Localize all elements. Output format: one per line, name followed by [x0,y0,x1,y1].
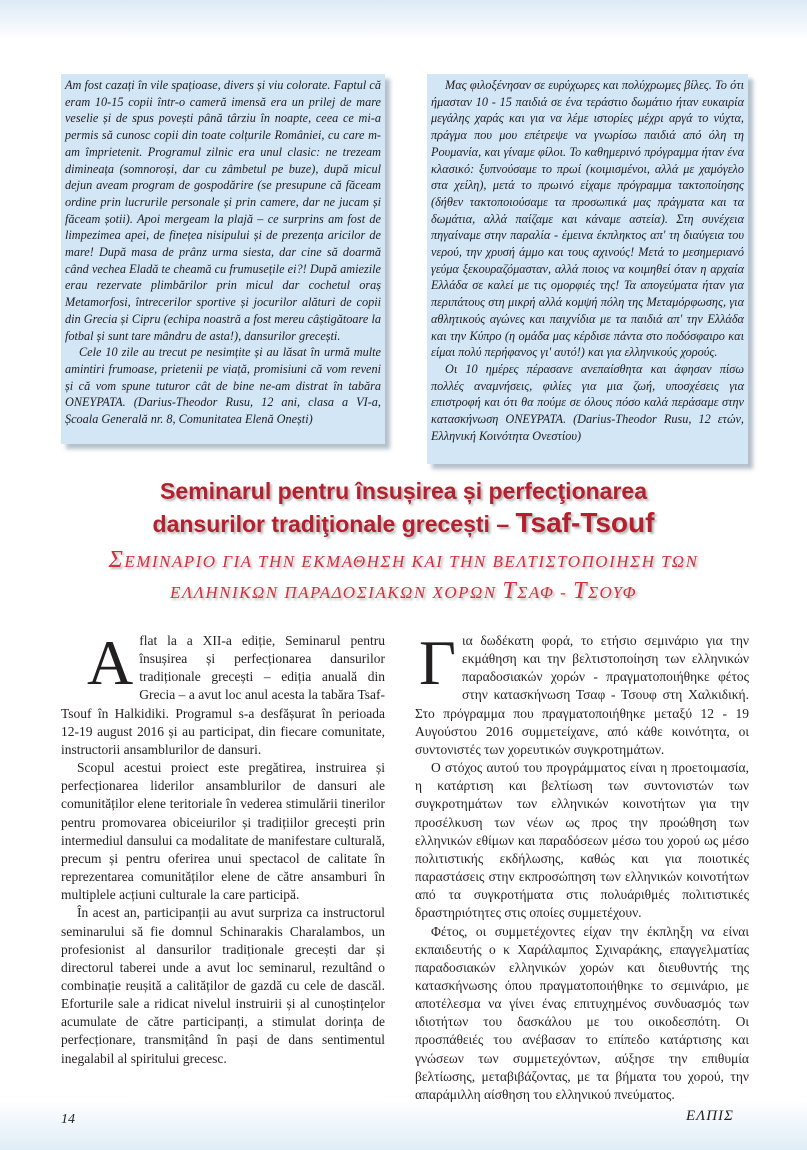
article-title-romanian-line-2 [0,507,807,539]
title-gr-camp-part-2: ΣΟΥΦ [587,583,638,602]
title-gr-line-2-text: ΕΛΛΗΝΙΚΩΝ ΠΑΡΑΔΟΣΙΑΚΩΝ ΧΟΡΩΝ [169,583,503,602]
article-gr-paragraph-1-text: ια δωδέκατη φορά, το ετήσιο σεμινάριο για την εκμάθηση και την βελτιστοποίηση των ελληνικών παραδοσιακών χορών - πραγματοποιήθηκε φέτος στην κατασκήνωση Τσαφ - Τσουφ στη Χαλκιδική. Στο πρόγραμμα που πραγματοποιήθηκε μεταξύ 12 - 19 Αυγούστου 2016 συμμετείχανε, από κάθε κοινότητα, οι συντονιστές των χορευτικών συγκροτημάτων. [415,633,749,757]
article-ro-paragraph-3: În acest an, participanții au avut surpriza ca instructorul seminarului să fie domnul Schinarakis Charalambos, un profesionist al dansurilor tradiționale grecești dar și directorul taberei unde a avut loc seminarul, rezultând o combinație reușită a calităților de gazdă cu cele de dascăl. Eforturile sale a ridicat nivelul instruirii și al cunoștințelor acumulate de către participanți, a stimulat dorința de perfecționare, transmițând în pași de dans sentimentul inegalabil al spiritului grecesc. [61,905,385,1066]
drop-cap-gr: Γ [419,627,456,698]
title-gr-camp-part-1: ΣΑΦ - [517,583,574,602]
romanian-testimonial-box [61,74,385,444]
title-gr-camp-initial-1: Τ [502,578,518,604]
title-ro-line-2-text: dansurilor tradiţionale grecești – [152,511,516,537]
article-gr-paragraph-1 [415,627,749,759]
title-gr-camp-initial-2: Τ [573,578,588,604]
article-title-greek-line-1 [0,547,807,574]
page-number: 14 [61,1112,75,1127]
article-ro-paragraph-1-text: flat la a XII-a ediție, Seminarul pentru însușirea și perfecționarea dansurilor tradiționale grecești – ediția anuală din Grecia – a avut loc anul acesta la tabăra Tsaf-Tsouf în Halkidiki. Programul s-a desfășurat în perioada 12-19 august 2016 și au participat, din fiecare comunitate, instructorii ansamblurilor de dansuri. [61,633,385,757]
article-ro-paragraph-1 [61,627,385,759]
title-ro-camp-name: Tsaf-Tsouf [515,507,655,538]
title-gr-initial: Σ [108,547,125,573]
testimonial-ro-paragraph-1: Am fost cazați în vile spațioase, divers și viu colorate. Faptul că eram 10-15 copii într-o cameră imensă era un prilej de mare veselie și de spus povești până târziu în noapte, ceea ce mi-a permis să cunosc copii din toate colțurile României, cu care m-am împrietenit. Programul zilnic era unul clasic: ne trezeam dimineața (somnoroși, dar cu zâmbetul pe buze), după micul dejun aveam program de gospodărire (se presupune că făceam ordine prin lucrurile personale și prin camere, dar ne jucam și făceam șotii). Apoi mergeam la plajă – ce surprins am fost de limpezimea apei, de finețea nisipului și de prezența aricilor de mare! După masa de prânz urma siesta, dar cine să doarmă când vechea Eladă te cheamă cu frumusețile ei?! După amiezile erau rezervate plimbărilor prin micul dar cochetul oraș Metamorfosi, întrecerilor sportive și jocurilor alături de copii din Grecia și Cipru (echipa noastră a fost mereu câștigătoare la fotbal și sunt tare mândru de asta!), dansurilor grecești. [65,78,381,343]
article-romanian-column [61,627,385,1068]
testimonial-gr-paragraph-2: Οι 10 ημέρες πέρασανε ανεπαίσθητα και άφησαν πίσω πολλές αναμνήσεις, φιλίες για μια ζωή, υποσχέσεις για επιστροφή και ότι θα πούμε σε όλους πόσο καλά περάσαμε στην κατασκήνωση ONEYPATA. (Darius-Theodor Rusu, 12 ετών, Ελληνική Κοινότητα Ονεστίου) [431,361,744,443]
article-title-greek-line-2 [0,578,807,605]
magazine-name: ΕΛΠΙΣ [686,1108,734,1124]
title-gr-line-1-text: ΕΜΙΝΑΡΙΟ ΓΙΑ ΤΗΝ ΕΚΜΑΘΗΣΗ ΚΑΙ ΤΗΝ ΒΕΛΤΙΣΤΟΠΟΙΗΣΗ ΤΩΝ [124,552,699,571]
article-ro-paragraph-2: Scopul acestui proiect este pregătirea, instruirea și perfecționarea liderilor ansamblurilor de dansuri ale comunităților elene teritoriale în vederea stimulării tinerilor pentru promovarea obiceiurilor și tradițiilor grecești prin intermediul dansului ca modalitate de manifestare culturală, precum și pentru oferirea unui spectacol de calitate în reprezentarea comunităților elene de către ansamburi în multiplele acțiuni culturale la care participă. [61,760,385,903]
article-gr-paragraph-2: Ο στόχος αυτού του προγράμματος είναι η προετοιμασία, η κατάρτιση και βελτίωση των συντονιστών των συγκροτημάτων των ελληνικών κοινοτήτων για την προσέλκυση των νέων ως προς την προώθηση των ελληνικών εθίμων και παραδόσεων μέσω του χορού ως μέσο πολιτιστικής εκδήλωσης, καθώς και για ποιοτικές παραστάσεις στην εκπροσώπηση των ελληνικών κοινοτήτων από τα συγκροτήματα στις πολυάριθμές πολιτιστικές δραστηριότητες στις οποίες συμμετέχουν. [415,760,749,921]
article-gr-paragraph-3: Φέτος, οι συμμετέχοντες είχαν την έκπληξη να είναι εκπαιδευτής ο κ Χαράλαμπος Σχιναράκης, επαγγελματίας παραδοσιακών ελληνικών χορών και διευθυντής της κατασκήνωσης όπου πραγματοποιήθηκε το σεμινάριο, με αποτέλεσμα να γίνει ένας επιτυχημένος συνδυασμός των ιδιοτήτων του δασκάλου με του οικοδεσπότη. Οι προσπάθειές του ανέβασαν το επίπεδο κατάρτισης και γνώσεων των συμμετεχόντων, αύξησε την επιθυμία βελτίωσης, μεταβιβάζοντας, με τα βήματα του χορού, την απαράμιλλη αίσθηση του ελληνικού πνεύματος. [415,923,749,1102]
article-greek-column [415,627,749,1104]
testimonial-ro-paragraph-2: Cele 10 zile au trecut pe nesimțite și au lăsat în urmă multe amintiri frumoase, prietenii pe viață, promisiuni că vom reveni și că vom spune tuturor cât de bine ne-am distrat în tabăra ONEYPATA. (Darius-Theodor Rusu, 12 ani, clasa a VI-a, Școala Generală nr. 8, Comunitatea Elenă Onești) [65,345,381,427]
greek-testimonial-box [427,74,748,464]
article-title-romanian-line-1: Seminarul pentru însușirea și perfecţionarea [160,478,647,504]
drop-cap-ro: A [87,627,134,698]
testimonial-gr-paragraph-1: Μας φιλοξένησαν σε ευρύχωρες και πολύχρωμες βίλες. Το ότι ήμασταν 10 - 15 παιδιά σε ένα τεράστιο δωμάτιο ήταν ευκαιρία μεγάλης χαράς και για να λέμε ιστορίες μέχρι αργά το νύχτα, πράγμα που μου επέτρεψε να γνωρίσω παιδιά από όλη τη Ρουμανία, και γίναμε φίλοι. Το καθημερινό πρόγραμμα ήταν ένα κλασικό: ξυπνούσαμε το πρωί (κοιμισμένοι, αλλά με χαμόγελο στα χείλη), μετά το πρωινό είχαμε πρόγραμμα τακτοποίησης (δήθεν τακτοποιούσαμε τα προσωπικά μας πράγματα και τα δωμάτια, αλλά παίζαμε και κάναμε αστεία). Στη συνέχεια πηγαίναμε στην παραλία - έμεινα έκπληκτος απ' τη διαύγεια του νερού, την χρυσή άμμο και τους αχινούς! Μετά το μεσημεριανό γεύμα ξεκουραζόμασταν, αλλά ποιος να κοιμηθεί όταν η αρχαία Ελλάδα σε καλεί με τις ομορφιές της! Τα απογεύματα ήταν για περιπάτους στη μικρή αλλά κομψή πόλη της Μεταμόρφωσης, για αθλητικούς αγώνες και παιχνίδια με τα παιδιά απ' την Ελλάδα και την Κύπρο (η ομάδα μας κέρδισε πάντα στο ποδόσφαιρο και είμαι πολύ περήφανος γι' αυτό!) και για ελληνικούς χορούς. [431,78,744,360]
